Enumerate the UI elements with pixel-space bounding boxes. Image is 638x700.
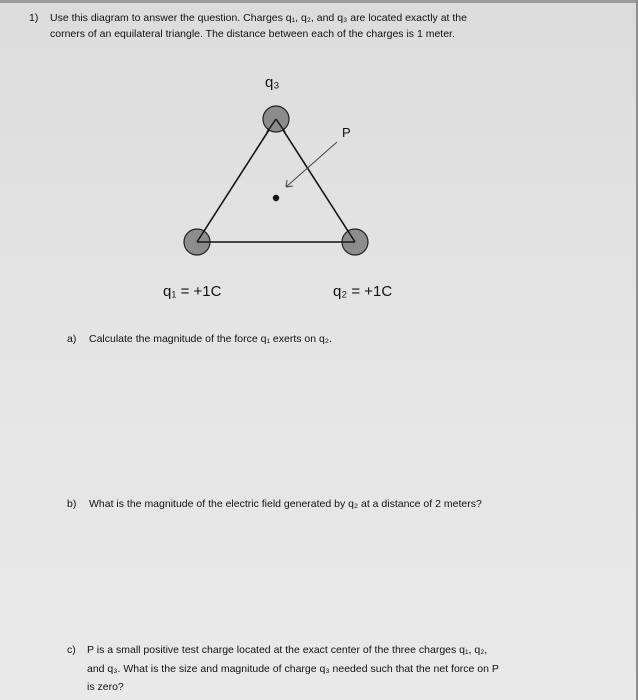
part-a-text: Calculate the magnitude of the force q₁ exerts on q₂.	[89, 333, 332, 345]
triangle-side-left	[197, 119, 276, 242]
question-text-line-1: Use this diagram to answer the question. Charges q₁, q₂, and q₃ are located exactly at the	[50, 12, 467, 24]
question-text-line-2: corners of an equilateral triangle. The distance between each of the charges is 1 meter.	[50, 28, 455, 40]
pointer-arrow	[286, 142, 337, 187]
charge-q2-circle	[342, 229, 368, 255]
part-b-letter: b)	[67, 498, 77, 510]
part-c-text-line-2: and q₃. What is the size and magnitude of charge q₃ needed such that the net force on P	[87, 663, 499, 675]
part-b-text: What is the magnitude of the electric field generated by q₂ at a distance of 2 meters?	[89, 498, 482, 510]
label-q1: q₁ = +1C	[163, 283, 222, 300]
part-c-text-line-3: is zero?	[87, 681, 124, 693]
part-a-letter: a)	[67, 333, 77, 345]
top-border	[0, 0, 638, 3]
point-p-dot	[273, 195, 279, 201]
charge-q1-circle	[184, 229, 210, 255]
part-c-letter: c)	[67, 644, 76, 656]
label-q2: q₂ = +1C	[333, 283, 393, 300]
label-q3: q₃	[265, 74, 280, 91]
part-c-text-line-1: P is a small positive test charge located at the exact center of the three charges q₁, q₂,	[87, 644, 488, 656]
label-p: P	[342, 125, 351, 140]
question-number: 1)	[29, 12, 39, 24]
triangle-diagram	[150, 60, 430, 310]
charge-q3-circle	[263, 106, 289, 132]
